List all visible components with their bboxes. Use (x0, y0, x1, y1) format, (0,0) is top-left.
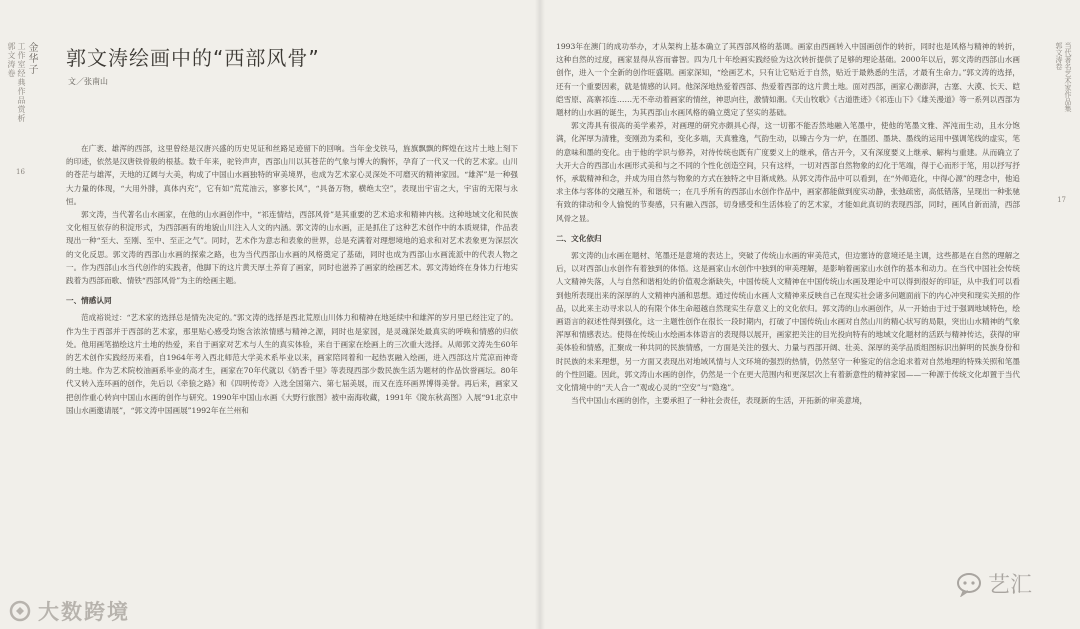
section-heading: 二、文化依归 (556, 233, 602, 243)
paragraph: 在广袤、雄浑的西部，这里曾经是汉唐兴盛的历史见证和丝路足迹留下的回响。当年金戈铁马，旌旗飘飘的辉煌在这片土地上刻下的印迹，依然是汉唐铁骨般的根基。数千年来，驼铃声声，西部山川以其苍茫的气象与博大的胸怀，孕育了一代又一代的艺术家。山川的苍茫与雄浑，天地的辽阔与大美，构成了中国山水画独特的审美境界，也成为艺术家心灵深处不可磨灭的精神家园。“雄浑”是一种强大力量的体现，“大用外腓，真体内充”，它有如“荒荒油云，寥寥长风”，“具备万物，横绝太空”，表现出宇宙之大，宇宙的无限与永恒。 (66, 144, 518, 206)
watermark-left-text: 大数跨境 (38, 600, 130, 624)
watermark-right-text: 艺汇 (988, 573, 1033, 598)
paragraph: 范成裕说过：“艺术家的选择总是情先决定的。”郭文涛的选择是西北荒原山川体力和精神在地延续中和雄浑的岁月里已经注定了的。作为生于西部并于西部的艺术家，那里贴心感受均饱含浓浓情感与精神之源，同时也是家园，是灵魂深处最真实的呼唤和情感的归依处。他用画笔描绘这片土地的热爱，来自于画家对艺术与人生的真实体验，来自于画家在绘画上的三次重大选择。从师郭文涛先生60年的艺术创作实践经历来看，自1964年考入西北师范大学美术系毕业以来，画家陪同着和一起热衷融入绘画，进入西部这片荒凉而神奇的土地。作为艺术院校油画系毕业的高才生，画家在70年代就以《奶香千里》等表现西部少数民族生活为题材的作品饮誉画坛。80年代又转入连环画的创作，先后以《牵狼之路》和《四明传奇》入选全国第六、第七届美展，而又在连环画界博得美誉。再后来，画家又把创作重心转向中国山水画的创作与研究。1990年中国山水画《大野行旅图》被中南海收藏，1991年《陇东秋高图》入展“91北京中国山水画邀请展”，“郭文涛中国画展”1992年在兰州和 (66, 313, 518, 415)
paragraph: 1993年在澳门的成功举办，才从架构上基本确立了其西部风格的基调。画家由西画转入中国画创作的转折，同时也是风格与精神的转折，这种自然的过度，画家显得从容而睿智。四为几十年绘画实践经验为这次转折提供了足够的理论基础。2000年以后，郭文涛的西部山水画创作，进入一个全新的创作旺盛期。画家深知，“绘画艺术，只有让它贴近于自然，贴近于最熟悉的生活，才最有生命力。”郭文涛的选择，还有一个重要因素，就是情感的认同。他深深地热爱着西部、热爱着西部的这片黄土地。面对西部，画家心潮澎湃，古塞、大漠、长天、皑皑雪原、高寨祁连……无不牵动着画家的情丝，神思向往，激情如潮。《天山牧歌》《古道胜迹》《祁连山下》《雄关漫道》等一系列以西部为题材的山水画的诞生，为其西部山水画风格的确立奠定了坚实的基础。 (556, 42, 1020, 118)
left-text-column (66, 142, 518, 582)
page-gutter (535, 0, 545, 629)
right-page-number: 17 (1057, 196, 1066, 204)
paragraph: 郭文涛的山水画在题材、笔墨还是意境的表达上，突破了传统山水画的审美范式，但边塞诗的意境还是主调，这些都是在自然的理解之后，以对西部山水创作有着独到的体悟。这是画家山水创作中独到的审美理解，是影响着画家山水创作的基本和动力。在当代中国社会传统人文精神失落，人与自然和谐相处的价值观念渐缺失，中国传统人文精神在中国传统山水画及理论中可以得到很好的印证，从中我们可以看到他所表现出来的深厚的人文精神内涵和思想。通过传统山水画人文精神来反映自己在现实社会诸多问题面前下的内心冲突和现实关照的作品，以此来主动寻求以人的有限个体生命超越自然现实生存意义上的文化依归。郭文涛的山水画创作，从一开始由于过于强调地域特色，绘画语言的叙述性得到强化，这一主题性创作在很长一段时期内，打破了中国传统山水画对自然山川的精心状写的局限，突出山水精神的气象浑厚和情感表达。使得在传统山水绘画本体语言的表现得以展开，画家把关注的目光投向特有的地域文化题材的活跃与精神传达，获得的审美体验和情感，汇聚成一种共同的民族情感，一方面是关注的强大、力量与西部开阔、壮美、深厚的美学品质组图标识出鲜明的民族身份和时民族的未来理想，另一方面又表现出对地域风情与人文环境的强烈的热情，仍然坚守一种鉴定的信念追求着对自然地理的特殊关照和笔墨的个性回避。因此，郭文涛山水画的创作，仍然是一个在更大范围内和更深层次上有着新意性的精神家园——一种源于传统文化却置于当代文化情境中的“天人合一”观或心灵的“空安”与“隐逸”。 (556, 251, 1020, 393)
left-margin-line-1: 工作室经典作品赏析 (17, 42, 26, 123)
left-running-header (8, 42, 36, 172)
right-text-column (556, 40, 1020, 580)
brand-logo-icon (8, 599, 32, 623)
paragraph: 当代中国山水画的创作，主要承担了一种社会责任，表现新的生活，开拓新的审美意境， (571, 396, 868, 406)
right-running-header (1042, 42, 1072, 182)
section-heading: 一、情感认同 (66, 296, 112, 306)
article-title: 郭文涛绘画中的“西部风骨” (66, 46, 320, 70)
left-margin-title: 金华子 (26, 42, 37, 75)
left-page-number: 16 (16, 168, 25, 176)
wechat-bubble-icon (956, 571, 982, 597)
right-margin-line-1: 当代著名艺术家作品集 (1064, 42, 1072, 112)
article-author: 文／张南山 (68, 77, 108, 86)
watermark-left (8, 596, 130, 626)
left-margin-line-2: 郭文涛卷 (7, 42, 16, 78)
right-margin-line-2: 郭文涛卷 (1055, 42, 1063, 70)
watermark-right (956, 568, 1032, 599)
paragraph: 郭文涛，当代著名山水画家，在他的山水画创作中，“祁连情结，西部风骨”是其重要的艺术追求和精神内核。这种地域文化和民族文化相互依存的积淀形式，为西部画有的地貌山川注入人文的内涵。郭文涛的山水画，正是抓住了这种艺术创作中的本质规律，作品表现出一种“至大、至刚、至中、至正之气”。同时，艺术作为意志和表象的世界，总是充满着对理想境地的追求和对艺术表象更为深层次的文化反思。郭文涛的西部山水画的探索之路，也为当代西部山水画的风格奠定了基础，同时也成为西部山水画流派中的代表人物之一。作为西部山水当代创作的实践者，他脚下的这片黄天厚土养育了画家，同时也滋养了画家的绘画艺术。郭文涛始终在身体力行地实践着为西部而歌、情铁“西部风骨”为主的绘画主题。 (66, 210, 518, 286)
paragraph: 郭文涛具有很高的美学素养，对画理的研究亦颇具心得，这一切都不能否然地融入笔墨中，使他的笔墨文雅、浑沌而生动，且水分饱满，化浑厚为清雅，变刚劲为柔和，变化多端，天真雅逸，气韵生动，以臻古今为一炉，在墨团、墨块、墨线的运用中强调笔线的虚实，笔的意味和墨的变化。由于他的学识与修养，对待传统也既有广度要义上的继承，借古开今，又有深度要义上继承、解构与重建。从而确立了大开大合的西部山水画形式美和与之不同的个性化创造空间，只有这样，一切对西部自然物象的幻化于笔端，得于心而形于笔，用以抒写抒怀，承载精神和念，并成为用自然与物象的方式在独特之中目渐成熟。从郭文涛作品中可以看到，在“外师造化，中得心源”的理念中，他追求主体与客体的交融互补，和谐统一；在几乎所有的西部山水创作作品中，画家都能做到度实动静，张弛疏密，高低错落，呈现出一种张驰有致的律动和令人愉悦的节奏感，只有融入西部，切身感受和生活体验了的艺术家，才能如此真切的表现西部，同时，画风自新而清，西部风骨之显。 (556, 121, 1020, 223)
